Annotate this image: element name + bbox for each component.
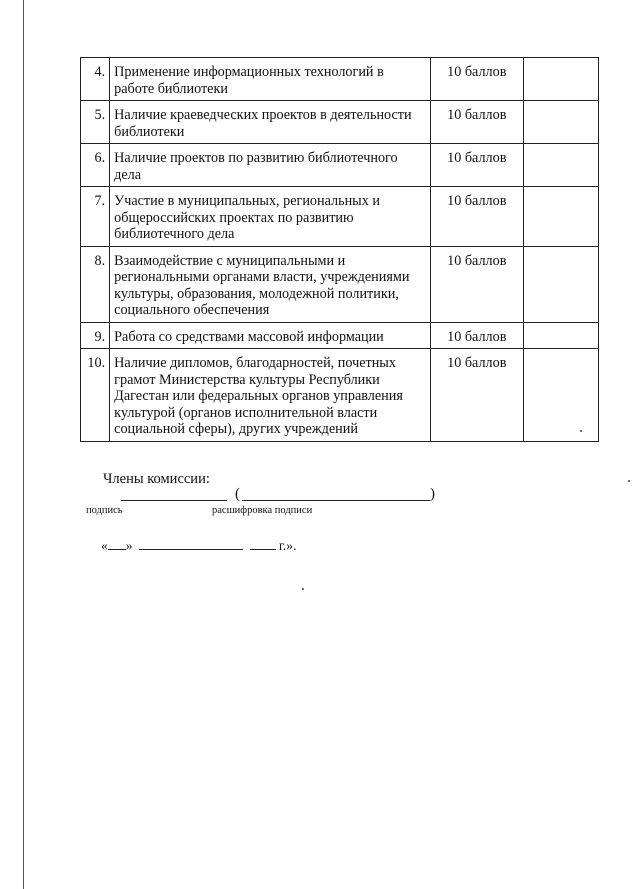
criterion-score: 10 баллов	[431, 187, 524, 247]
date-open-quote: «	[101, 538, 108, 553]
table-row	[81, 349, 599, 442]
criterion-score-entry	[523, 101, 598, 144]
commission-members-label: Члены комиссии:	[103, 471, 210, 487]
criterion-text: Наличие проектов по развитию библиотечного дела	[110, 144, 431, 187]
criterion-number: 8.	[81, 246, 110, 322]
criterion-number: 7.	[81, 187, 110, 247]
criterion-text: Работа со средствами массовой информации	[110, 322, 431, 349]
criterion-number: 5.	[81, 101, 110, 144]
paren-open: (	[235, 486, 240, 502]
criterion-text: Взаимодействие с муниципальными и региональными органами власти, учреждениями культуры, образования, молодежной политики, социального обеспечения	[110, 246, 431, 322]
date-month-blank	[139, 537, 243, 550]
table-row	[81, 246, 599, 322]
criterion-score-entry	[523, 246, 598, 322]
date-year-blank	[250, 537, 276, 550]
criterion-text: Наличие краеведческих проектов в деятельности библиотеки	[110, 101, 431, 144]
criterion-score-entry	[523, 187, 598, 247]
date-day-blank	[108, 537, 126, 550]
signature-decode-caption: расшифровка подписи	[212, 505, 313, 516]
scan-edge-line	[23, 0, 24, 889]
criterion-text: Наличие дипломов, благодарностей, почетных грамот Министерства культуры Республики Дагестан или федеральных органов управления культурой (органов исполнительной власти социальной сферы), других учреждений	[110, 349, 431, 442]
criterion-number: 6.	[81, 144, 110, 187]
signature-decode-line	[242, 500, 430, 501]
signature-caption: подпись	[86, 505, 123, 516]
criterion-score: 10 баллов	[431, 144, 524, 187]
criterion-number: 4.	[81, 58, 110, 101]
criterion-score: 10 баллов	[431, 322, 524, 349]
scan-speck	[302, 588, 304, 590]
table-row	[81, 144, 599, 187]
table-row	[81, 58, 599, 101]
criterion-score-entry	[523, 144, 598, 187]
table-row	[81, 101, 599, 144]
criterion-score: 10 баллов	[431, 101, 524, 144]
criterion-score-entry	[523, 58, 598, 101]
table-row	[81, 187, 599, 247]
scan-speck	[628, 480, 630, 482]
criterion-score: 10 баллов	[431, 349, 524, 442]
criterion-number: 10.	[81, 349, 110, 442]
criterion-score-entry	[523, 322, 598, 349]
date-close-quote: »	[125, 538, 133, 553]
criteria-table-body	[81, 58, 599, 442]
criteria-table	[80, 57, 599, 442]
paren-close: )	[430, 486, 435, 502]
criterion-number: 9.	[81, 322, 110, 349]
signature-line	[121, 500, 227, 501]
date-line	[101, 537, 296, 554]
date-year-suffix: г.».	[278, 538, 297, 553]
criterion-text: Применение информационных технологий в работе библиотеки	[110, 58, 431, 101]
criterion-text: Участие в муниципальных, региональных и общероссийских проектах по развитию библиотечного дела	[110, 187, 431, 247]
table-row	[81, 322, 599, 349]
criterion-score: 10 баллов	[431, 246, 524, 322]
criterion-score-entry	[523, 349, 598, 442]
scan-speck	[580, 430, 582, 432]
criterion-score: 10 баллов	[431, 58, 524, 101]
